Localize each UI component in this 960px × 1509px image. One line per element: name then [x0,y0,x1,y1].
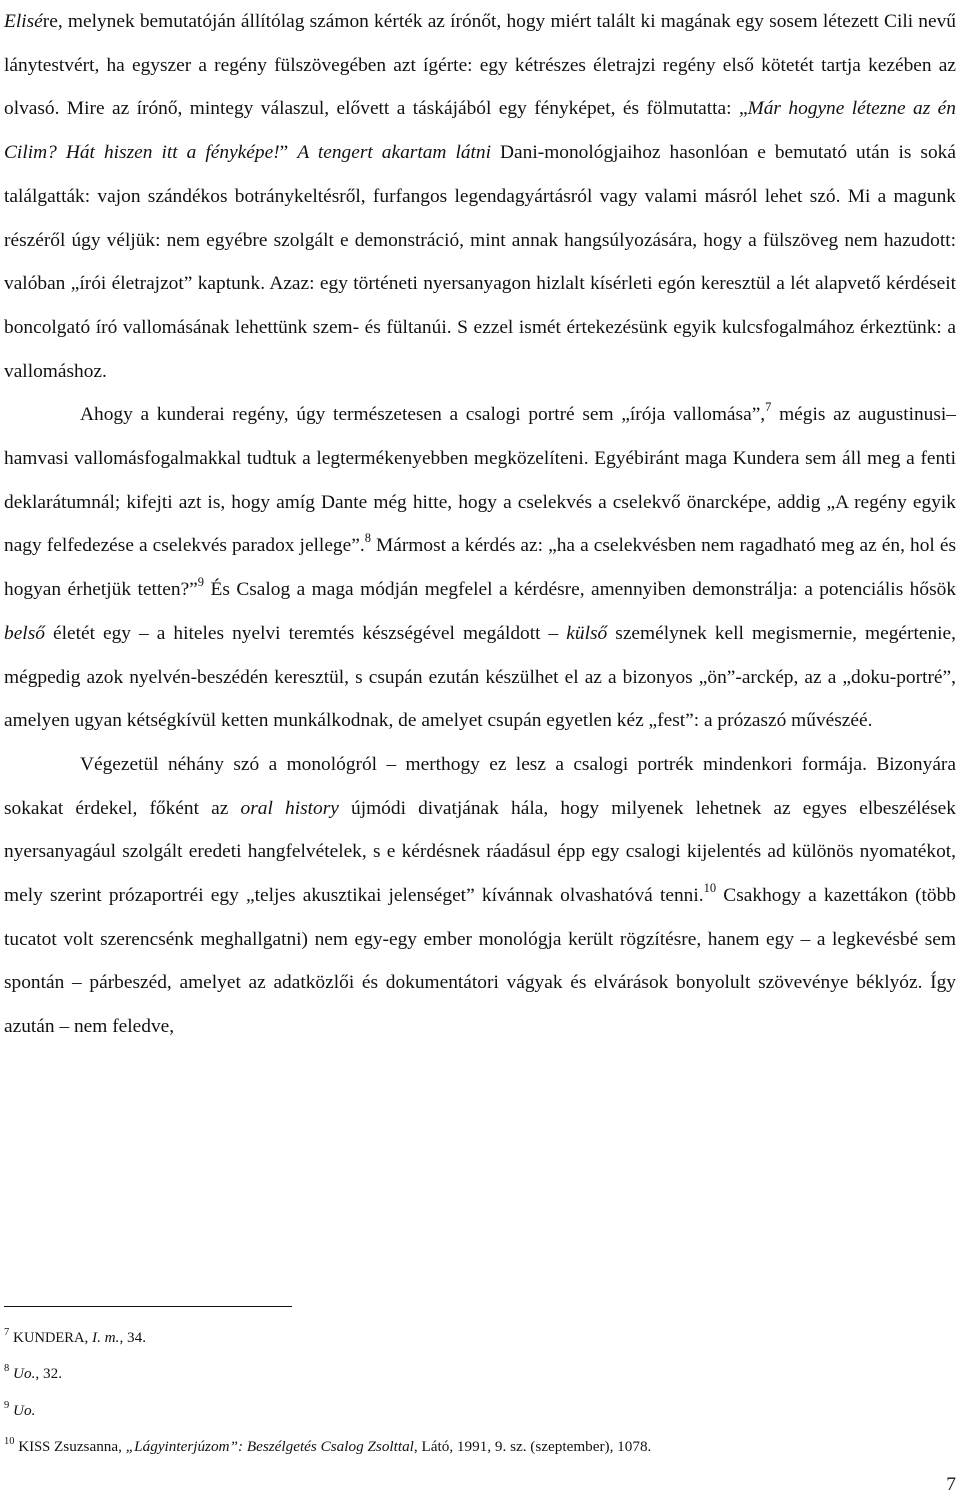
page-number: 7 [946,1474,956,1495]
novel-title: Elisé [4,11,43,32]
emphasis: belső [4,622,45,644]
footnote-number: 8 [4,1363,10,1375]
footnote-10: $^{10}$ KISS Zsuzsanna, „Lágyinterjúzom”: Beszélgetés Csalog Zsolttal, Látó, 1991, 9. sz. (szeptember), 1078. [4,1435,652,1455]
footnote-9: $^9$ Uo. [4,1399,36,1419]
paragraph-1: Elisére, melynek bemutatóján állítólag számon kérték az írónőt, hogy miért talált ki magának egy sosem létezett Cili nevű lánytestvért, ha egyszer a regény fülszövegében azt ígérte: egy kétrészes életrajzi regény első kötetét tartja kezében az olvasó. Mire az írónő, mintegy válaszul, elővett a táskájából egy fényképet, és fölmutatta: „Már hogyne létezne az én Cilim? Hát hiszen itt a fényképe!” A tengert akartam látni Dani-monológjaihoz hasonlóan e bemutató után is soká találgatták: vajon szándékos botránykeltésről, furfangos legendagyártásról vagy valami másról lehet szó. Mi a magunk részéről úgy véljük: nem egyébre szolgált e demonstráció, mint annak hangsúlyozására, hogy a fülszöveg nem hazudott: valóban „írói életrajzot” kaptunk. Azaz: egy történeti nyersanyagon hizlalt kísérleti egón keresztül a lét alapvető kérdéseit boncolgató író vallomásának lehettünk szem- és fültanúi. S ezzel ismét értekezésünk egyik kulcsfogalmához érkeztünk: a vallomáshoz. [4,11,956,382]
novel-title: A tengert akartam látni [297,142,492,164]
footnote-ref-7[interactable]: 7 [765,400,772,415]
body-text [4,0,956,1049]
footnote-ref-9[interactable]: 9 [197,575,205,590]
footnote-7: $^7$ KUNDERA, I. m., 34. [4,1327,147,1346]
footnotes [4,1320,956,1465]
footnote-ref-8[interactable]: 8 [364,531,371,546]
footnote-ref-10[interactable]: 10 [703,881,717,896]
footnote-8: $^8$ Uo., 32. [4,1363,62,1383]
footnote-separator [4,1306,292,1307]
paragraph-3: Végezetül néhány szó a monológról – merthogy ez lesz a csalogi portrék mindenkori formája. Bizonyára sokakat érdekel, főként az oral history újmódi divatjának hála, hogy milyenek lehetnek az egyes elbeszélések nyersanyagául szolgált eredeti hangfelvételek, s e kérdésnek ráadásul épp egy csalogi kijelentés ad különös nyomatékot, mely szerint prózaportréi egy „teljes akusztikai jelenséget” kívánnak olvashatóvá tenni.$^{10}$ Csakhogy a kazettákon (több tucatot volt szerencsénk meghallgatni) nem egy-egy ember monológja került rögzítésre, hanem egy – a legkevésbé sem spontán – párbeszéd, amelyet az adatközlői és dokumentátori vágyak és elvárások bonyolult szövevénye béklyóz. Így azután – nem feledve, [4,753,956,1038]
emphasis: oral history [240,797,339,819]
footnote-number: 7 [4,1327,10,1338]
quoted-speech: Már hogyne létezne az én Cilim? Hát hiszen itt a fényképe! [4,98,956,164]
emphasis: külső [566,622,608,644]
footnote-number: 9 [4,1399,10,1411]
paragraph-2: Ahogy a kunderai regény, úgy természetesen a csalogi portré sem „írója vallomása”,$^7$ mégis az augustinusi–hamvasi vallomásfogalmakkal tudtuk a legtermékenyebben megközelíteni. Egyébiránt maga Kundera sem áll meg a fenti deklarátumnál; kifejti azt is, hogy amíg Dante még hitte, hogy a cselekvés a cselekvő önarcképe, addig „A regény egyik nagy felfedezése a cselekvés paradox jellege”.$^8$ Mármost a kérdés az: „ha a cselekvésben nem ragadható meg az én, hol és hogyan érhetjük tetten?”$^9$ És Csalog a maga módján megfelel a kérdésre, amennyiben demonstrálja: a potenciális hősök belső életét egy – a hiteles nyelvi teremtés készségével megáldott – külső személynek kell megismernie, megértenie, mégpedig azok nyelvén-beszédén keresztül, s csupán ezután készülhet el az a bizonyos „ön”-arckép, az a „doku-portré”, amelyen ugyan kétségkívül ketten munkálkodnak, de amelyet csupán egyetlen kéz „fest”: a prózaszó művészéé. [4,400,957,732]
footnote-number: 10 [4,1435,15,1447]
